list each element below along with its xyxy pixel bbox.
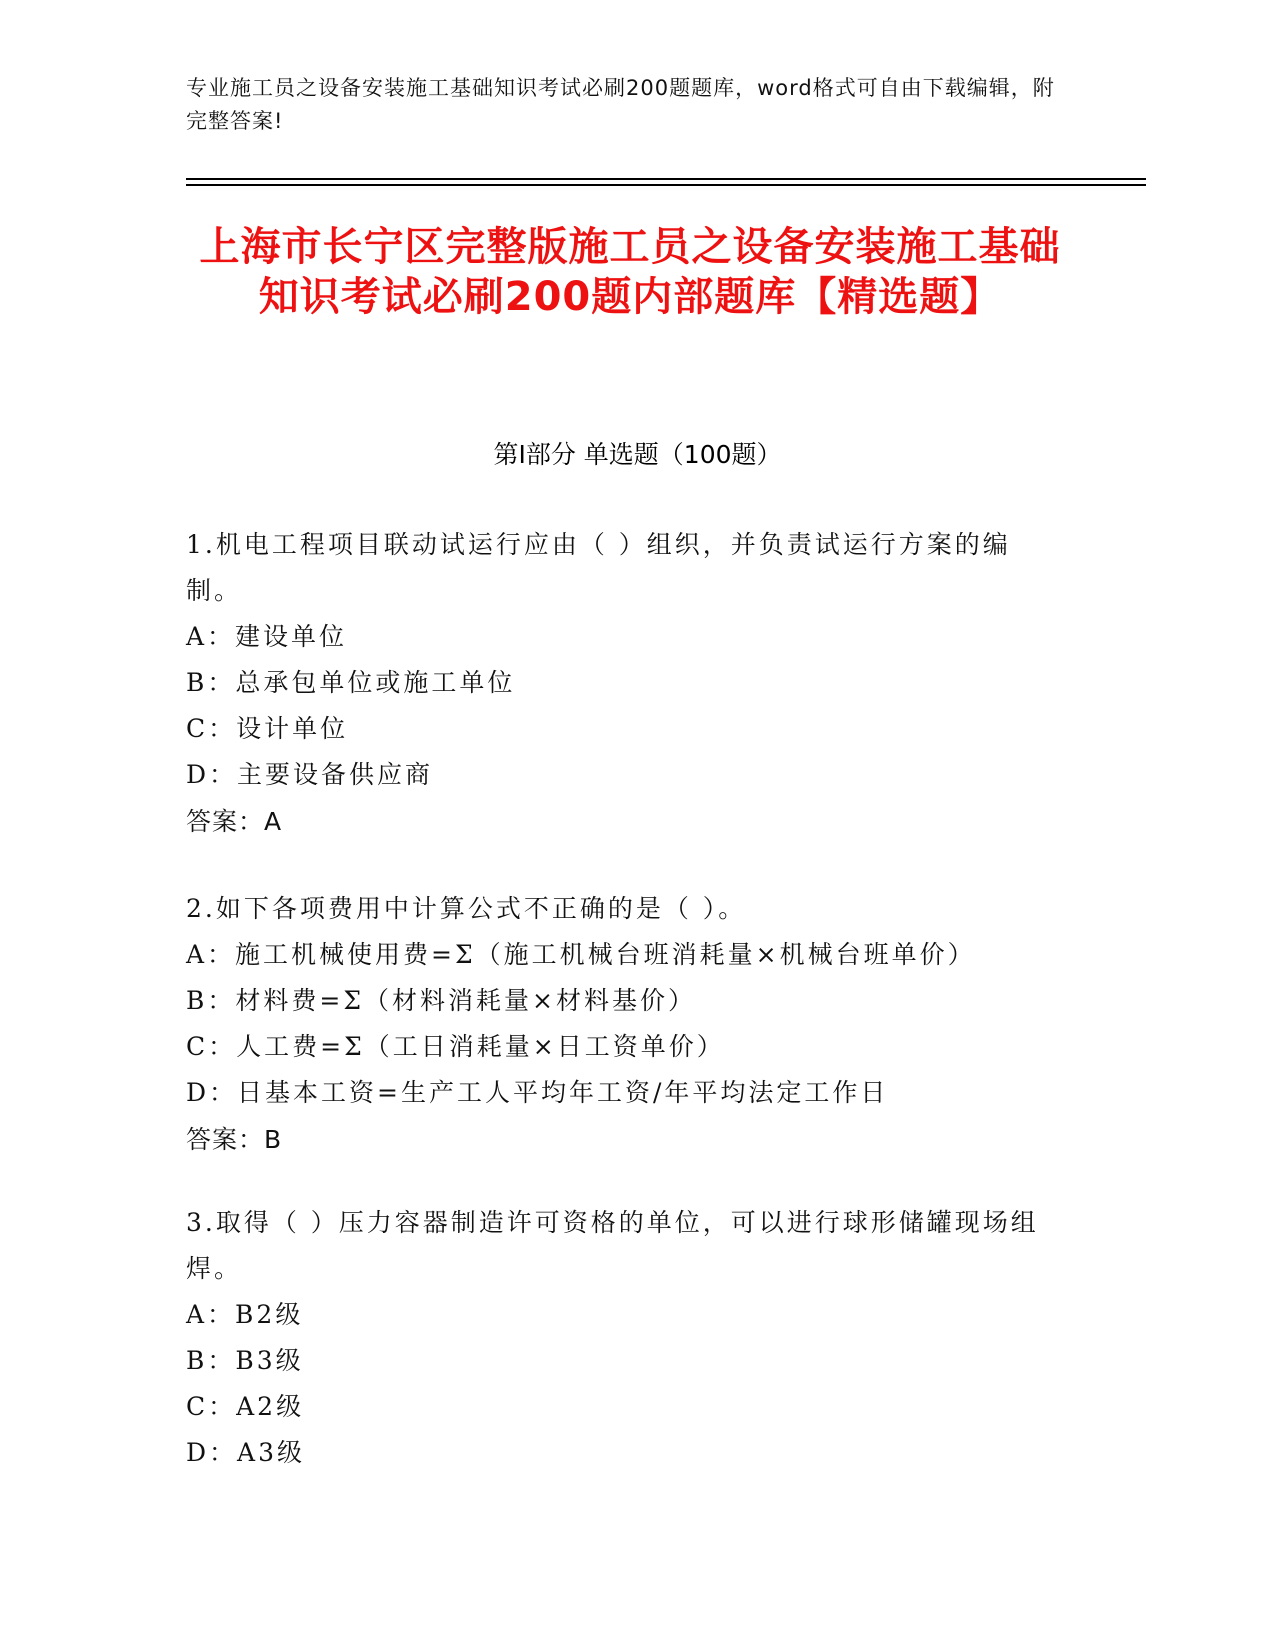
question-1 bbox=[186, 522, 1066, 846]
header-rule-bottom bbox=[186, 184, 1146, 186]
option-c: C：人工费=Σ（工日消耗量×日工资单价） bbox=[186, 1032, 725, 1061]
question-stem: 3.取得（ ）压力容器制造许可资格的单位，可以进行球形储罐现场组焊。 bbox=[186, 1208, 1039, 1283]
option-c: C：设计单位 bbox=[186, 714, 349, 743]
document-title: 上海市长宁区完整版施工员之设备安装施工基础知识考试必刷200题内部题库【精选题】 bbox=[199, 224, 1061, 320]
section-heading: 第I部分 单选题（100题） bbox=[493, 440, 782, 469]
option-a: A：B2级 bbox=[186, 1300, 304, 1329]
option-a: A：建设单位 bbox=[186, 622, 348, 651]
question-2 bbox=[186, 886, 1066, 1164]
question-stem: 2.如下各项费用中计算公式不正确的是（ ）。 bbox=[186, 894, 747, 923]
question-3 bbox=[186, 1200, 1066, 1476]
option-d: D：A3级 bbox=[186, 1438, 306, 1467]
header-note: 专业施工员之设备安装施工基础知识考试必刷200题题库，word格式可自由下载编辑，附完整答案! bbox=[186, 76, 1055, 133]
option-a: A：施工机械使用费=Σ（施工机械台班消耗量×机械台班单价） bbox=[186, 940, 976, 969]
option-c: C：A2级 bbox=[186, 1392, 305, 1421]
option-b: B：B3级 bbox=[186, 1346, 304, 1375]
option-d: D：日基本工资=生产工人平均年工资/年平均法定工作日 bbox=[186, 1078, 889, 1107]
option-d: D：主要设备供应商 bbox=[186, 760, 434, 789]
header-rule-top bbox=[186, 178, 1146, 180]
option-b: B：总承包单位或施工单位 bbox=[186, 668, 516, 697]
answer-line: 答案：B bbox=[186, 1125, 283, 1154]
option-b: B：材料费=Σ（材料消耗量×材料基价） bbox=[186, 986, 696, 1015]
answer-line: 答案：A bbox=[186, 807, 283, 836]
question-stem: 1.机电工程项目联动试运行应由（ ）组织，并负责试运行方案的编制。 bbox=[186, 530, 1011, 605]
